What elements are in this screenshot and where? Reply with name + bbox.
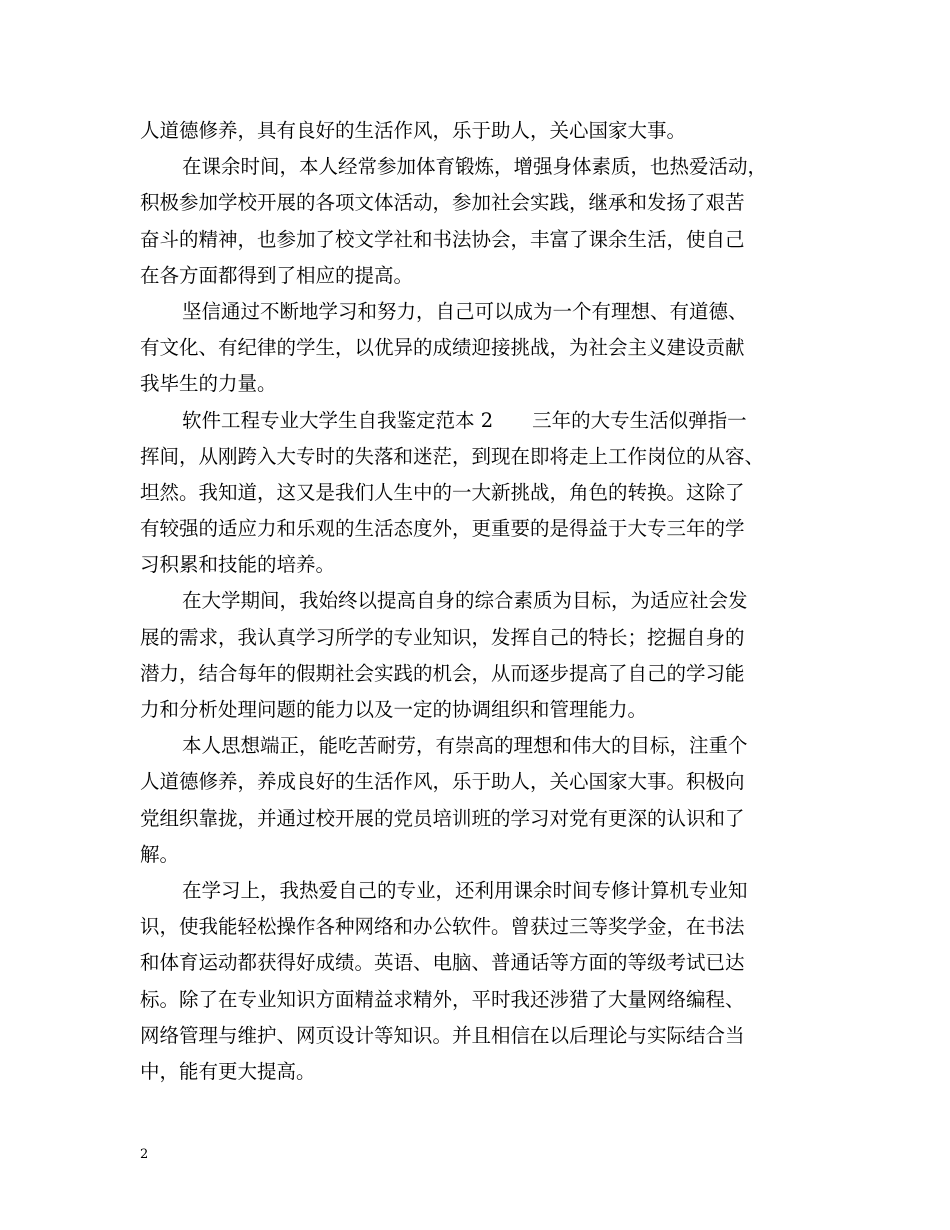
text-line: 展的需求，我认真学习所学的专业知识，发挥自己的特长；挖掘自身的 [140,625,745,649]
text-line: 中，能有更大提高。 [140,1059,316,1083]
text-line: 坦然。我知道，这又是我们人生中的一大新挑战，角色的转换。这除了 [140,480,745,504]
text-line: 我毕生的力量。 [140,372,277,396]
text-line: 标。除了在专业知识方面精益求精外，平时我还涉猎了大量网络编程、 [140,987,745,1011]
body-text [140,113,830,1090]
text-line: 和体育运动都获得好成绩。英语、电脑、普通话等方面的等级考试已达 [140,951,745,975]
text-line: 在课余时间，本人经常参加体育锻炼，增强身体素质，也热爱活动， [182,155,768,179]
text-line: 人道德修养，具有良好的生活作风，乐于助人，关心国家大事。 [140,119,687,142]
text-line: 解。 [140,842,180,866]
text-line: 潜力，结合每年的假期社会实践的机会，从而逐步提高了自己的学习能 [140,661,745,685]
text-line: 本人思想端正，能吃苦耐劳，有崇高的理想和伟大的目标，注重个 [182,734,748,758]
text-line: 识，使我能轻松操作各种网络和办公软件。曾获过三等奖学金，在书法 [140,915,745,939]
text-line: 有文化、有纪律的学生，以优异的成绩迎接挑战，为社会主义建设贡献 [140,336,745,360]
text-line: 软件工程专业大学生自我鉴定范本 2 三年的大专生活似弹指一 [182,408,747,432]
text-line: 奋斗的精神，也参加了校文学社和书法协会，丰富了课余生活，使自己 [140,227,745,251]
text-line: 人道德修养，养成良好的生活作风，乐于助人，关心国家大事。积极向 [140,770,745,794]
text-line: 在大学期间，我始终以提高自身的综合素质为目标，为适应社会发 [182,589,748,613]
text-line: 党组织靠拢，并通过校开展的党员培训班的学习对党有更深的认识和了 [140,806,745,830]
text-line: 挥间，从刚跨入大专时的失落和迷茫，到现在即将走上工作岗位的从容、 [140,444,765,468]
text-line: 有较强的适应力和乐观的生活态度外，更重要的是得益于大专三年的学 [140,517,745,541]
text-line: 在学习上，我热爱自己的专业，还利用课余时间专修计算机专业知 [182,878,748,902]
text-line: 坚信通过不断地学习和努力，自己可以成为一个有理想、有道德、 [182,299,748,323]
text-line: 习积累和技能的培养。 [140,553,336,577]
text-line: 网络管理与维护、网页设计等知识。并且相信在以后理论与实际结合当 [140,1023,745,1047]
text-line: 力和分析处理问题的能力以及一定的协调组织和管理能力。 [140,698,648,721]
text-line: 在各方面都得到了相应的提高。 [140,263,414,287]
text-line: 积极参加学校开展的各项文体活动，参加社会实践，继承和发扬了艰苦 [140,191,745,215]
page-number: 2 [140,1147,149,1162]
